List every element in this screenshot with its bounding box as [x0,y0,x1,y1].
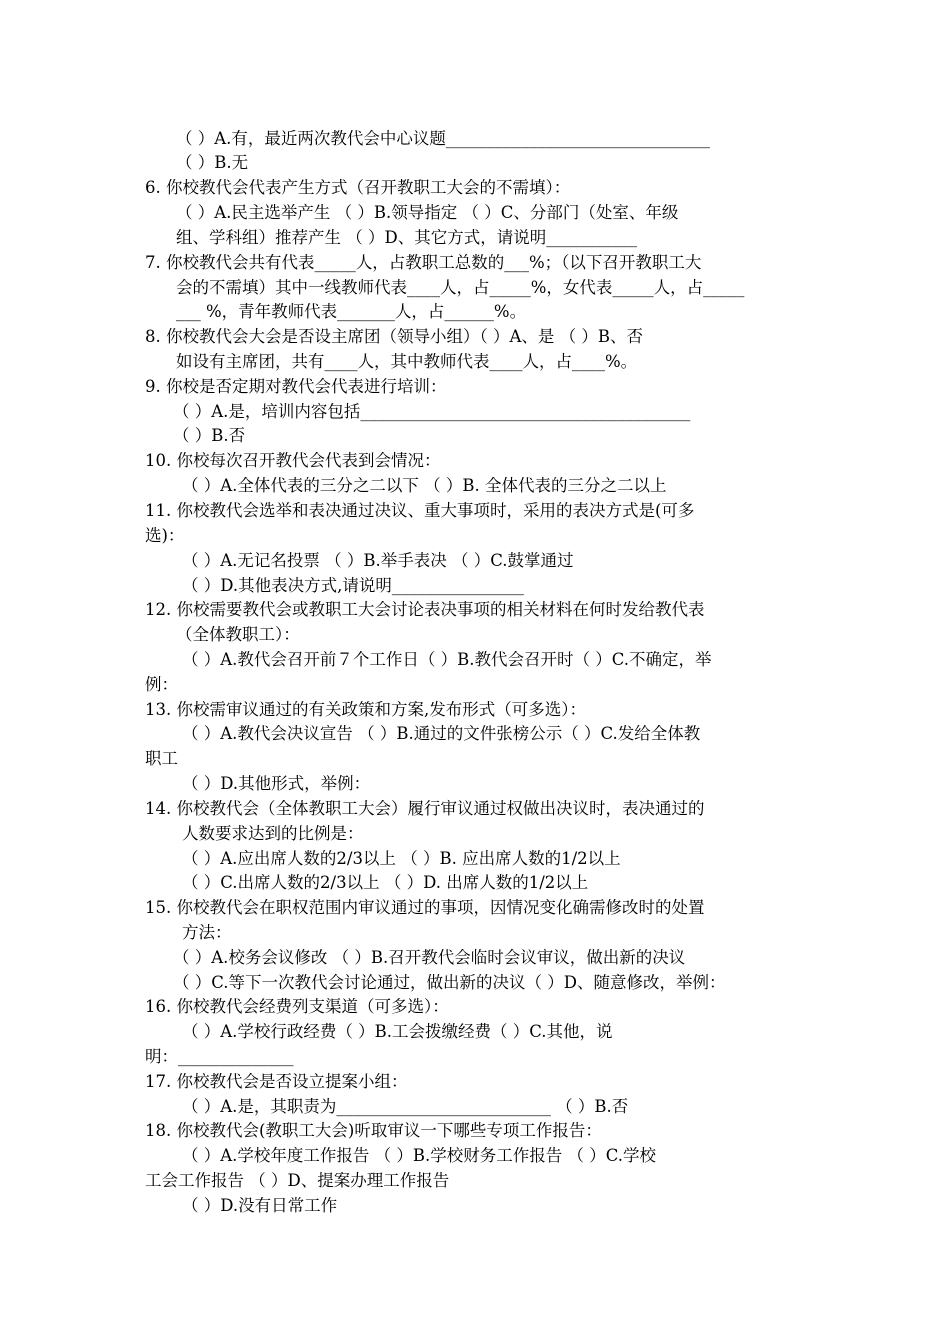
q7-question-line2: 会的不需填）其中一线教师代表____人，占_____%，女代表_____人，占_____ [176,278,745,297]
q6-options-line1: （ ）A.民主选举产生 （ ）B.领导指定 （ ）C、分部门（处室、年级 [176,203,679,222]
q13-options-line2: 职工 [145,749,178,768]
q14-question-line1: 14. 你校教代会（全体教职工大会）履行审议通过权做出决议时，表决通过的 [145,799,705,818]
q18-options-line2: 工会工作报告 （ ）D、提案办理工作报告 [145,1171,450,1190]
q18-options-line3: （ ）D.没有日常工作 [182,1196,338,1215]
q13-options-line3: （ ）D.其他形式，举例： [182,774,371,793]
q11-question-line2: 选)： [145,526,185,545]
q7-question-line3: ___ %，青年教师代表_______人，占______%。 [176,302,527,321]
q15-options-line1: （ ）A.校务会议修改 （ ）B.召开教代会临时会议审议，做出新的决议 [173,948,686,967]
q8-question-line1: 8. 你校教代会大会是否设主席团（领导小组）（ ）A、是 （ ）B、否 [145,327,644,346]
q12-options-line2: 例： [145,675,178,694]
q16-question: 16. 你校教代会经费列支渠道（可多选）： [145,997,449,1016]
q14-options-line2: （ ）C.出席人数的2/3以上 （ ）D. 出席人数的1/2以上 [182,873,589,892]
q16-options-line1: （ ）A.学校行政经费（ ）B.工会拨缴经费（ ）C.其他，说 [182,1022,613,1041]
q9-option-a: （ ）A.是，培训内容包括________________________________________ [173,402,691,421]
q18-question: 18. 你校教代会(教职工大会)听取审议一下哪些专项工作报告： [145,1121,602,1140]
q13-options-line1: （ ）A.教代会决议宣告 （ ）B.通过的文件张榜公示（ ）C.发给全体教 [182,724,701,743]
q15-question-line1: 15. 你校教代会在职权范围内审议通过的事项，因情况变化确需修改时的处置 [145,898,705,917]
q5-option-b: （ ）B.无 [176,153,249,172]
q11-question-line1: 11. 你校教代会选举和表决通过决议、重大事项时，采用的表决方式是(可多 [145,501,695,520]
q12-question-line1: 12. 你校需要教代会或教职工大会讨论表决事项的相关材料在何时发给教代表 [145,600,705,619]
q8-question-line2: 如设有主席团，共有____人，其中教师代表____人，占____%。 [176,352,638,371]
q11-options-line2: （ ）D.其他表决方式,请说明________________ [182,576,524,595]
q15-options-line2: （ ）C.等下一次教代会讨论通过，做出新的决议（ ）D、随意修改，举例： [173,973,726,992]
q7-question-line1: 7. 你校教代会共有代表_____人，占教职工总数的___%；（以下召开教职工大 [145,253,702,272]
q6-options-line2: 组、学科组）推荐产生 （ ）D、其它方式，请说明___________ [176,228,637,247]
q5-option-a: （ ）A.有，最近两次教代会中心议题________________________________ [176,129,710,148]
q18-options-line1: （ ）A.学校年度工作报告 （ ）B.学校财务工作报告 （ ）C.学校 [182,1146,657,1165]
q9-question: 9. 你校是否定期对教代会代表进行培训： [145,377,447,396]
q16-options-line2: 明：______________ [145,1047,294,1066]
q13-question: 13. 你校需审议通过的有关政策和方案,发布形式（可多选）： [145,700,586,719]
q17-question: 17. 你校教代会是否设立提案小组： [145,1072,408,1091]
q17-options: （ ）A.是，其职责为__________________________ （ ）B.否 [182,1097,629,1116]
q11-options-line1: （ ）A.无记名投票 （ ）B.举手表决 （ ）C.鼓掌通过 [182,551,574,570]
q14-question-line2: 人数要求达到的比例是： [182,824,364,843]
q6-question: 6. 你校教代会代表产生方式（召开教职工大会的不需填）： [145,178,571,197]
q12-options-line1: （ ）A.教代会召开前７个工作日（ ）B.教代会召开时（ ）C.不确定，举 [182,650,712,669]
q12-question-line2: （全体教职工）： [176,625,300,644]
q10-options: （ ）A.全体代表的三分之二以下 （ ）B. 全体代表的三分之二以上 [182,476,667,495]
q9-option-b: （ ）B.否 [173,426,246,445]
q10-question: 10. 你校每次召开教代会代表到会情况： [145,451,441,470]
q14-options-line1: （ ）A.应出席人数的2/3以上 （ ）B. 应出席人数的1/2以上 [182,849,621,868]
q15-question-line2: 方法： [182,923,232,942]
